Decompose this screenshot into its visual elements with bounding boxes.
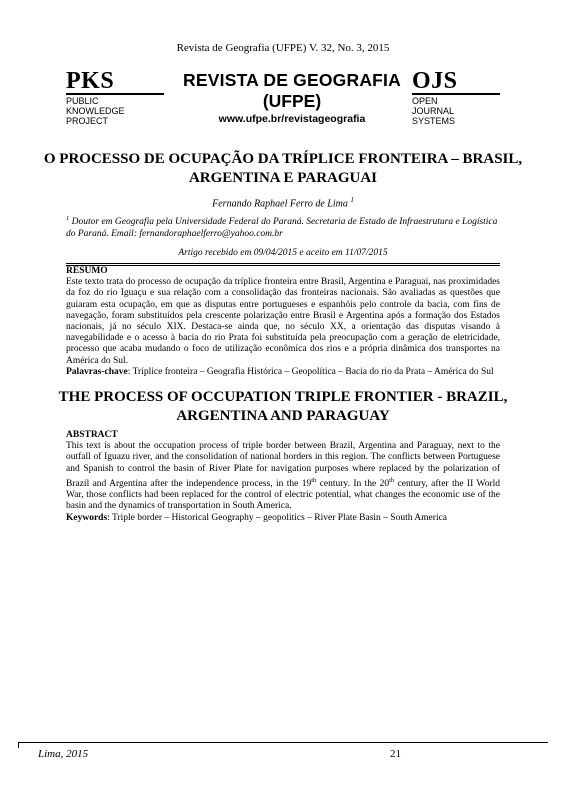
- abstract-body-2: century. In the 20: [316, 478, 390, 489]
- abstract-keywords-label: Keywords: [66, 512, 108, 523]
- resumo-keywords: [66, 367, 500, 378]
- abstract-sup-2: th: [389, 476, 395, 484]
- resumo-heading: RESUMO: [66, 266, 108, 276]
- journal-url[interactable]: www.ufpe.br/revistageografia: [218, 113, 366, 125]
- pks-line-2: KNOWLEDGE: [66, 106, 125, 116]
- pks-line-3: PROJECT: [66, 116, 109, 126]
- affiliation-marker: 1: [66, 215, 70, 222]
- ojs-acronym: OJS: [412, 68, 458, 94]
- journal-masthead: [66, 70, 500, 130]
- ojs-line-3: SYSTEMS: [412, 116, 456, 126]
- abstract-heading: ABSTRACT: [66, 430, 118, 440]
- author-line: [0, 196, 566, 209]
- abstract-body-3: century, after the II World War, those conflicts had been replaced for the control of electric potential, what changes the economic use of the basin and the dynamics of transportation in South America.: [66, 478, 500, 512]
- ojs-line-2: JOURNAL: [412, 106, 455, 116]
- journal-subtitle: (UFPE): [262, 91, 322, 111]
- resumo-body: Este texto trata do processo de ocupação da tríplice fronteira entre Brasil, Argentina e Paraguai, nas proximidades da foz do rio Iguaçu e sua relação com a consolidação das fronteiras nacionais. São avaliadas as questões que guiaram esta ocupação, em que as disputas entre portugueses e espanhóis pelo controle da bacia, com fins de navegação, foram substituídos pela crescente polarização entre Brasil e Argentina após a formação dos Estados nacionais, já no século XIX. Destaca-se ainda que, no século XX, a orientação das disputas visando à navegabilidade e o acesso à bacia do rio Prata foi substituída pela preocupação com a geração de eletricidade, processo que acaba mudando o foco de utilização econômica dos rios e a própria dinâmica dos transportes na América do Sul.: [66, 277, 500, 366]
- footer-citation: Lima, 2015: [38, 748, 89, 760]
- abstract-keywords-text: : Triple border – Historical Geography – geopolitics – River Plate Basin – South America: [107, 512, 448, 523]
- author-affiliation: [66, 213, 506, 240]
- pks-line-1: PUBLIC: [66, 96, 99, 106]
- footer-rule: [18, 742, 548, 743]
- pkp-logo: [66, 70, 164, 126]
- running-head: Revista de Geografia (UFPE) V. 32, No. 3, 2015: [176, 42, 390, 54]
- page-number: 21: [390, 748, 401, 760]
- article-title-en: THE PROCESS OF OCCUPATION TRIPLE FRONTIER - BRAZIL, ARGENTINA AND PARAGUAY: [58, 389, 508, 424]
- abstract-sup-1: th: [311, 476, 317, 484]
- received-date: Artigo recebido em 09/04/2015 e aceito em 11/07/2015: [178, 248, 388, 258]
- abstract-section: [66, 430, 500, 524]
- affiliation-text: Doutor em Geografia pela Universidade Federal do Paraná. Secretaria de Estado de Infraestrutura e Logística do Paraná. Email: fernandoraphaelferro@yahoo.com.br: [66, 217, 498, 240]
- pks-acronym: PKS: [66, 68, 115, 94]
- journal-title: REVISTA DE GEOGRAFIA: [183, 70, 401, 90]
- abstract-keywords: [66, 513, 500, 524]
- separator-rule: [66, 263, 500, 264]
- author-name: Fernando Raphael Ferro de Lima: [212, 198, 348, 210]
- resumo-keywords-text: : Tríplice fronteira – Geografia Histórica – Geopolítica – Bacia do rio da Prata – América do Sul: [127, 366, 494, 377]
- article-title-pt: O PROCESSO DE OCUPAÇÃO DA TRÍPLICE FRONTEIRA – BRASIL, ARGENTINA E PARAGUAI: [43, 151, 523, 186]
- resumo-section: [66, 266, 500, 378]
- journal-title-block: [176, 70, 408, 126]
- abstract-body: [66, 441, 500, 512]
- author-marker: 1: [350, 196, 354, 204]
- footer-tick: [18, 742, 19, 748]
- ojs-logo: [412, 70, 500, 126]
- ojs-line-1: OPEN: [412, 96, 438, 106]
- abstract-body-1: This text is about the occupation process of triple border between Brazil, Argentina and Paraguay, next to the outfall of Iguazu river, and the consolidation of national borders in this region. The conflicts between Portuguese and Spanish to control the basin of River Plate for navigation purposes where replaced by the polarization of Brazil and Argentina after the independence process, in the 19: [66, 441, 500, 489]
- resumo-keywords-label: Palavras-chave: [66, 366, 128, 377]
